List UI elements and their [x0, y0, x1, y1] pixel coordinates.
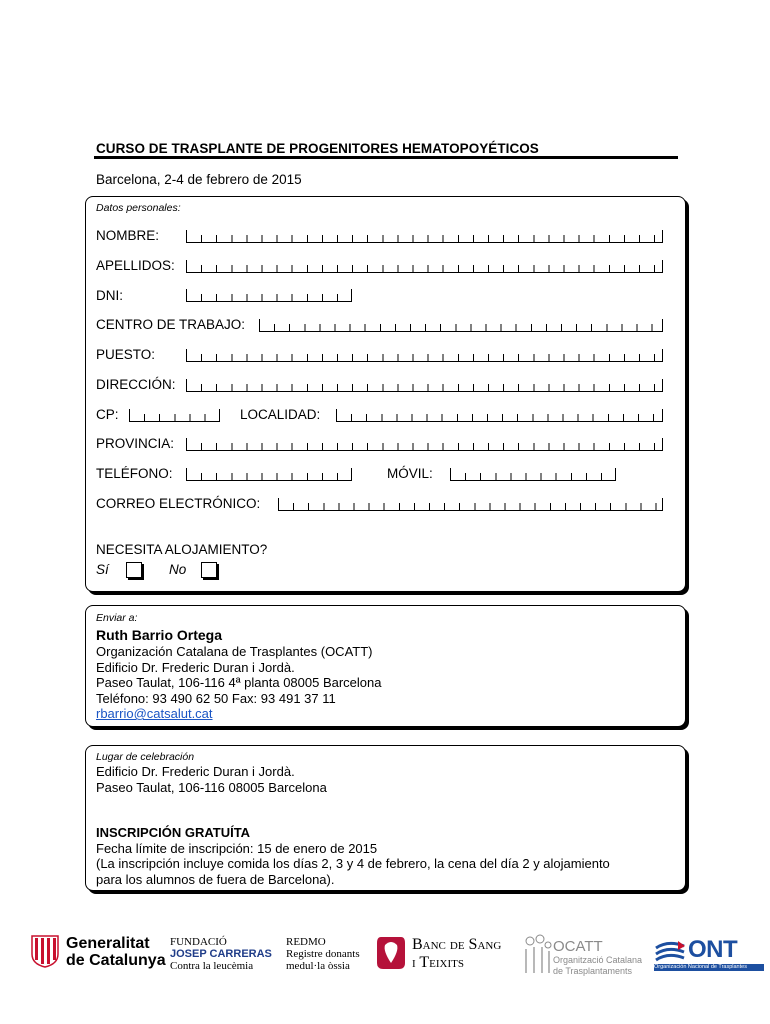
ont-logo-subtitle: Organización Nacional de Trasplantes — [654, 964, 764, 971]
contact-address-line: Paseo Taulat, 106-116 4ª planta 08005 Barcelona — [96, 675, 382, 690]
provincia-field[interactable] — [186, 438, 663, 451]
inscription-note: (La inscripción incluye comida los días 2, 3 y 4 de febrero, la cena del día 2 y alojamiento — [96, 856, 610, 871]
puesto-field[interactable] — [186, 349, 663, 362]
contact-name: Ruth Barrio Ortega — [96, 627, 223, 643]
puesto-label: PUESTO: — [96, 347, 156, 362]
direccion-field[interactable] — [186, 379, 663, 392]
title-divider — [94, 156, 678, 159]
document-title: CURSO DE TRASPLANTE DE PROGENITORES HEMATOPOYÉTICOS — [96, 141, 539, 156]
event-date-location: Barcelona, 2-4 de febrero de 2015 — [96, 172, 302, 187]
contact-email-link[interactable]: rbarrio@catsalut.cat — [96, 706, 213, 721]
cp-label: CP: — [96, 407, 119, 422]
cp-field[interactable] — [129, 409, 220, 422]
alojamiento-si-checkbox[interactable] — [126, 562, 142, 578]
generalitat-logo-text: Generalitat de Catalunya — [66, 935, 166, 969]
localidad-field[interactable] — [336, 409, 663, 422]
inscription-deadline: Fecha límite de inscripción: 15 de enero de 2015 — [96, 840, 378, 856]
nombre-field[interactable] — [186, 230, 663, 243]
alojamiento-no-checkbox[interactable] — [201, 562, 217, 578]
banc-de-sang-logo-text: Banc de Sang i Teixits — [412, 936, 502, 971]
alojamiento-si-label: Sí — [96, 562, 109, 577]
movil-label: MÓVIL: — [387, 466, 433, 481]
apellidos-label: APELLIDOS: — [96, 258, 175, 273]
personal-data-label: Datos personales: — [96, 202, 181, 214]
centro-trabajo-label: CENTRO DE TRABAJO: — [96, 317, 246, 332]
dni-label: DNI: — [96, 288, 123, 303]
contact-address-line: Organización Catalana de Trasplantes (OCATT) — [96, 644, 373, 659]
generalitat-emblem-icon — [30, 934, 60, 968]
venue-line: Edificio Dr. Frederic Duran i Jordà. — [96, 764, 295, 779]
apellidos-field[interactable] — [186, 260, 663, 273]
provincia-label: PROVINCIA: — [96, 436, 175, 451]
inscription-title: INSCRIPCIÓN GRATUÍTA — [96, 825, 251, 840]
send-to-label: Enviar a: — [96, 612, 138, 624]
alojamiento-question: NECESITA ALOJAMIENTO? — [96, 542, 268, 557]
ocatt-logo-text: OCATT Organització Catalana de Trasplantaments — [553, 938, 643, 976]
alojamiento-no-label: No — [169, 562, 187, 577]
personal-data-panel — [85, 196, 686, 592]
contact-phone-fax: Teléfono: 93 490 62 50 Fax: 93 491 37 11 — [96, 690, 336, 706]
direccion-label: DIRECCIÓN: — [96, 377, 176, 392]
centro-trabajo-field[interactable] — [259, 319, 663, 332]
dni-field[interactable] — [186, 289, 352, 302]
venue-label: Lugar de celebración — [96, 751, 195, 763]
redmo-logo: REDMO Registre donants medul·la òssia — [286, 936, 360, 972]
contact-address-line: Edificio Dr. Frederic Duran i Jordà. — [96, 659, 295, 675]
ocatt-people-icon — [522, 933, 552, 977]
fundacio-josep-carreras-logo: FUNDACIÓ JOSEP CARRERAS Contra la leucèmia — [170, 936, 272, 972]
inscription-note: para los alumnos de fuera de Barcelona). — [96, 871, 335, 887]
correo-field[interactable] — [278, 498, 663, 511]
banc-de-sang-emblem-icon — [375, 935, 407, 971]
movil-field[interactable] — [450, 468, 616, 481]
localidad-label: LOCALIDAD: — [240, 407, 321, 422]
telefono-field[interactable] — [186, 468, 352, 481]
telefono-label: TELÉFONO: — [96, 466, 173, 481]
correo-label: CORREO ELECTRÓNICO: — [96, 496, 261, 511]
nombre-label: NOMBRE: — [96, 228, 160, 243]
ont-logo-text: ONT — [688, 936, 738, 963]
venue-line: Paseo Taulat, 106-116 08005 Barcelona — [96, 779, 327, 795]
